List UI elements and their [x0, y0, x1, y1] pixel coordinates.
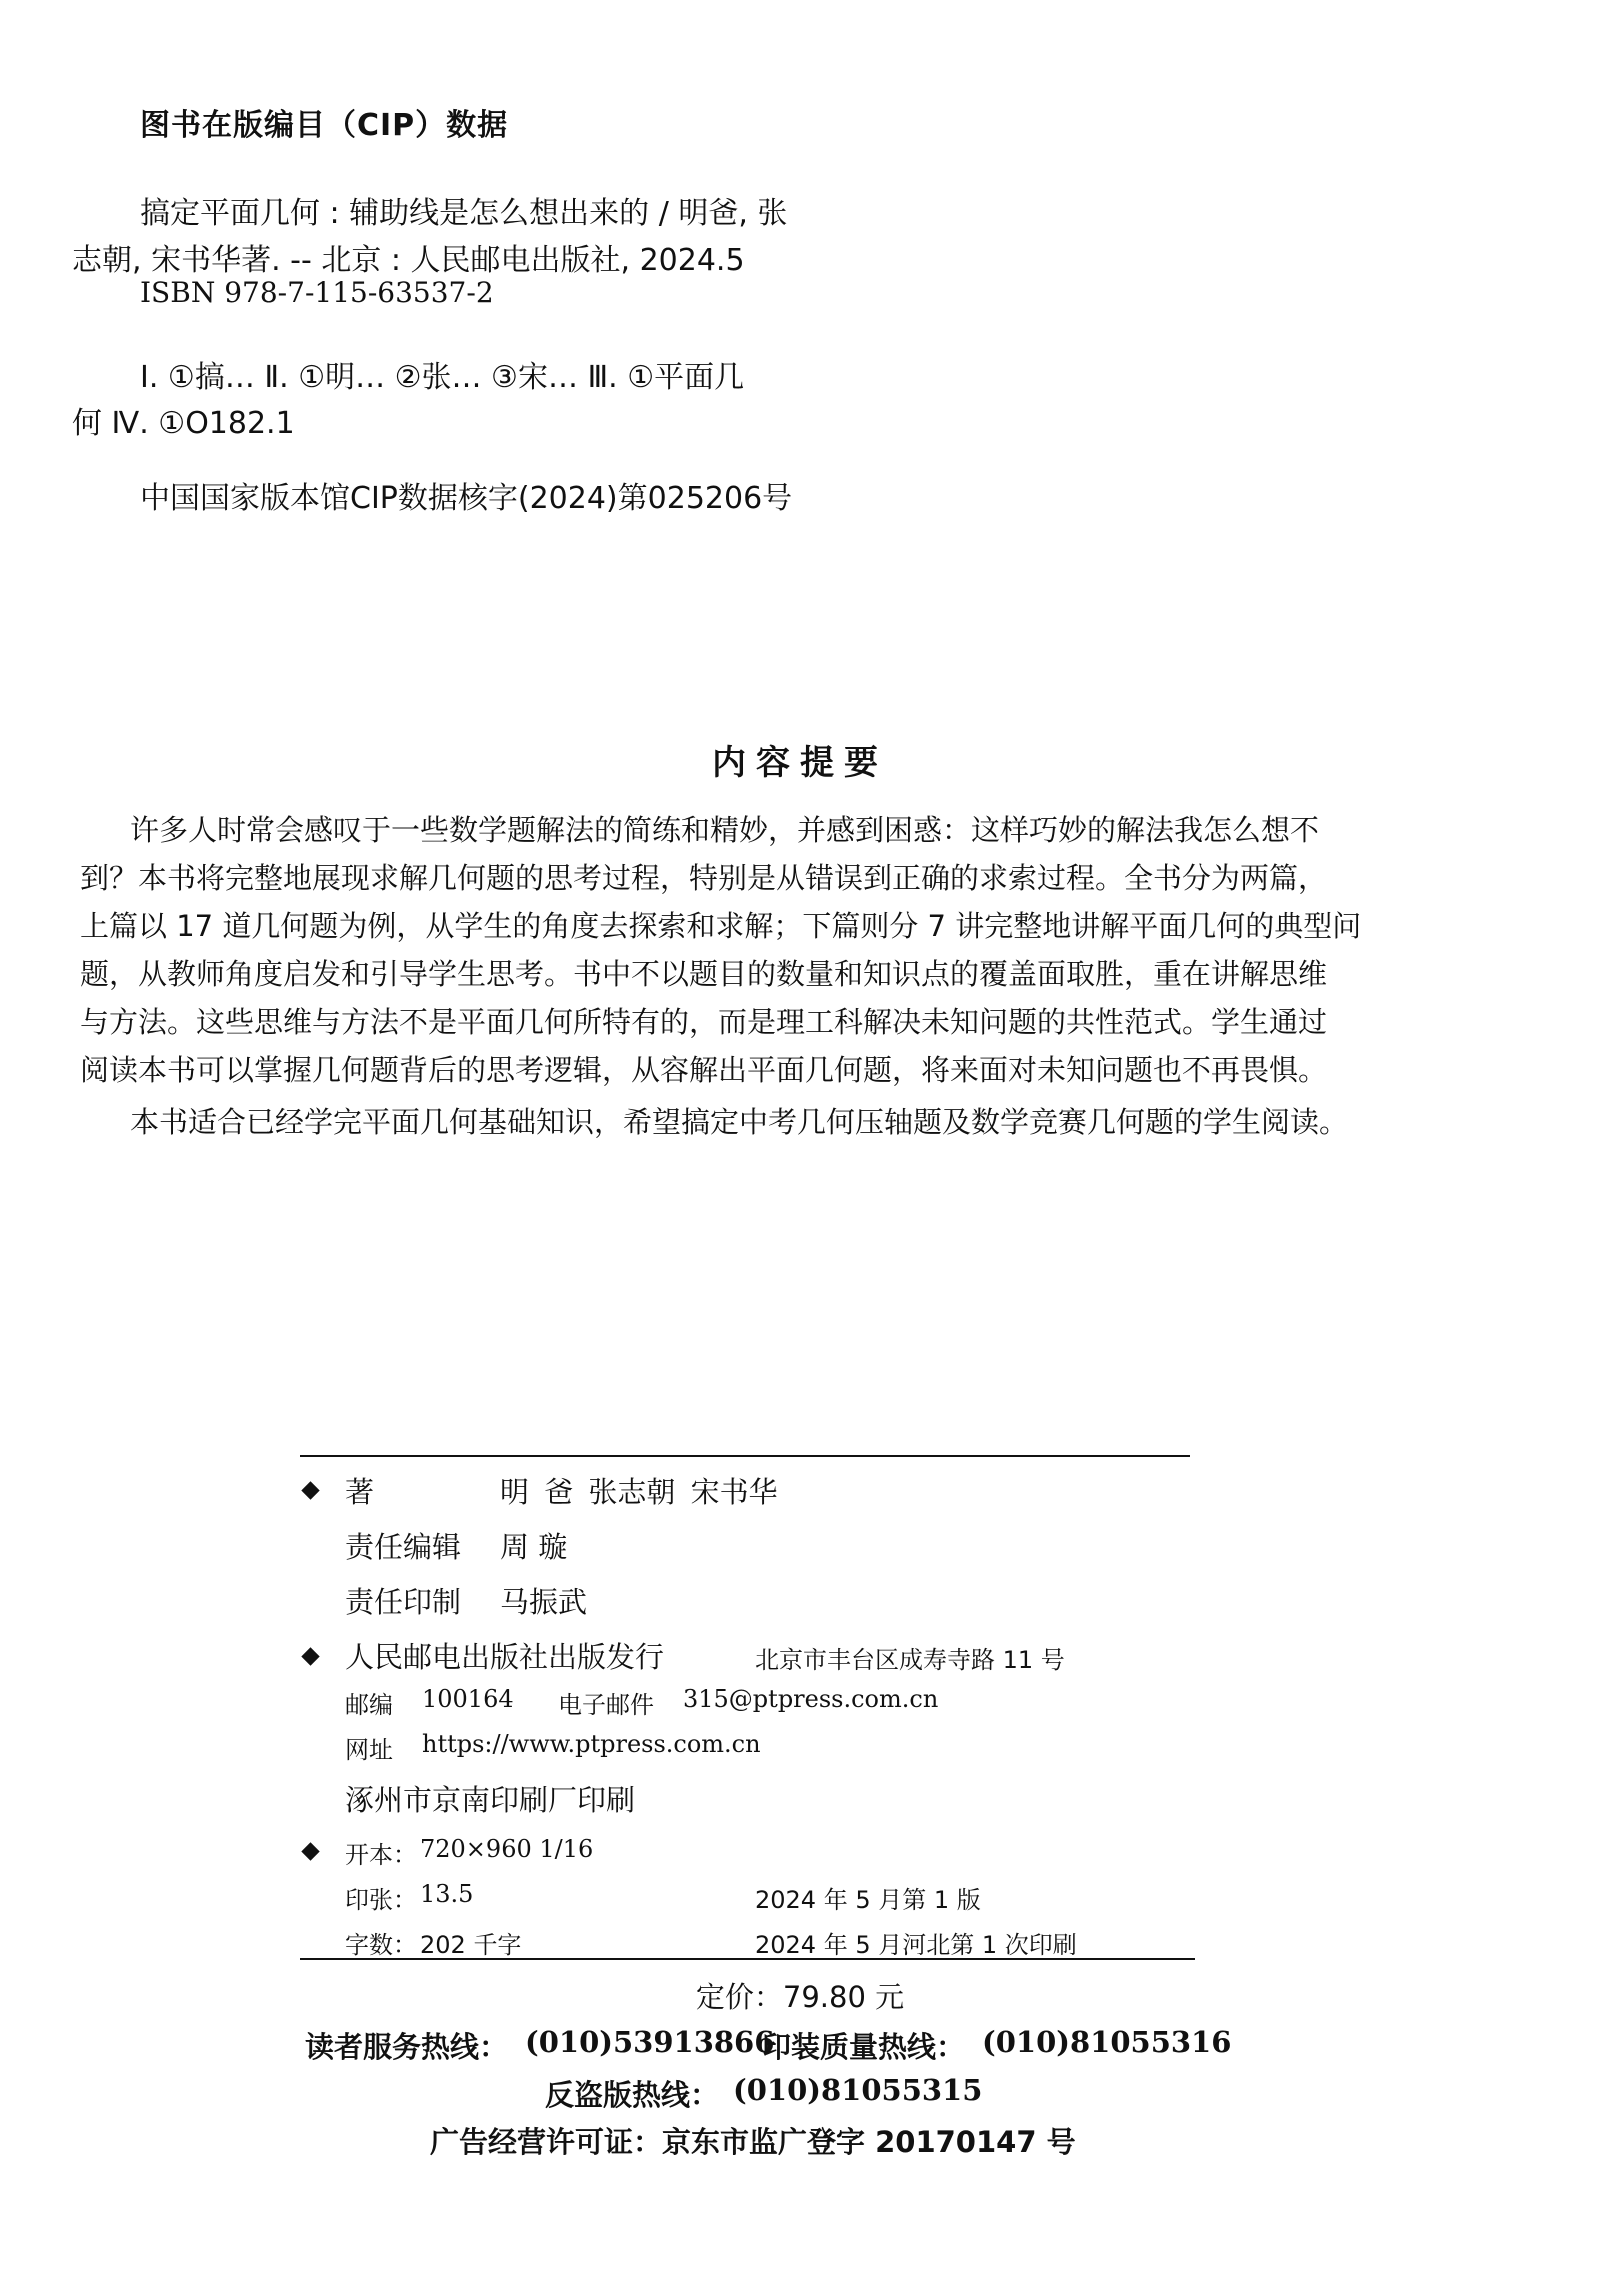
print-manager-label: 责任印制	[345, 1585, 462, 1619]
sheets: 13.5	[420, 1880, 474, 1908]
summary-line: 题，从教师角度启发和引导学生思考。书中不以题目的数量和知识点的覆盖面取胜，重在讲解思维	[80, 957, 1328, 991]
anti-piracy-hotline-label: 反盗版热线：	[545, 2078, 720, 2112]
ad-license: 广告经营许可证：京东市监广登字 20170147 号	[430, 2125, 1076, 2159]
website: https://www.ptpress.com.cn	[422, 1730, 761, 1758]
cip-heading: 图书在版编目（CIP）数据	[140, 108, 509, 143]
quality-hotline: (010)81055316	[982, 2025, 1232, 2059]
cip-catalog-number: 中国国家版本馆CIP数据核字(2024)第025206号	[140, 481, 793, 516]
format-label: 开本：	[345, 1841, 417, 1869]
summary-line: 到？本书将完整地展现求解几何题的思考过程，特别是从错误到正确的求索过程。全书分为两篇，	[80, 861, 1328, 895]
cip-classification-line-2: 何 Ⅳ. ①O182.1	[72, 406, 295, 441]
diamond-bullet-icon	[301, 1481, 319, 1499]
print-manager-name: 马振武	[500, 1585, 588, 1619]
reader-hotline-label: 读者服务热线：	[305, 2030, 509, 2064]
cip-classification-line-1: Ⅰ. ①搞… Ⅱ. ①明… ②张… ③宋… Ⅲ. ①平面几	[140, 360, 745, 395]
author-label: 著	[345, 1475, 375, 1509]
editor-label: 责任编辑	[345, 1530, 462, 1564]
summary-line: 与方法。这些思维与方法不是平面几何所特有的，而是理工科解决未知问题的共性范式。学生通过	[80, 1005, 1328, 1039]
cip-isbn: ISBN 978-7-115-63537-2	[140, 276, 494, 309]
credits-top-rule	[300, 1455, 1190, 1457]
words-label: 字数：	[345, 1931, 417, 1959]
authors: 明 爸 张志朝 宋书华	[500, 1475, 778, 1509]
postcode: 100164	[422, 1685, 514, 1713]
quality-hotline-label: 印装质量热线：	[762, 2030, 966, 2064]
format: 720×960 1/16	[420, 1835, 594, 1863]
summary-paragraph-2: 本书适合已经学完平面几何基础知识，希望搞定中考几何压轴题及数学竞赛几何题的学生阅读。	[130, 1105, 1349, 1139]
postcode-label: 邮编	[345, 1691, 393, 1719]
diamond-bullet-icon	[301, 1647, 319, 1665]
summary-line: 许多人时常会感叹于一些数学题解法的简练和精妙，并感到困惑：这样巧妙的解法我怎么想不	[130, 813, 1320, 847]
word-count: 202 千字	[420, 1931, 522, 1959]
summary-line: 阅读本书可以掌握几何题背后的思考逻辑，从容解出平面几何题，将来面对未知问题也不再畏惧。	[80, 1053, 1328, 1087]
credits-bottom-rule	[300, 1958, 1195, 1960]
sheets-label: 印张：	[345, 1886, 417, 1914]
cip-title-line-1: 搞定平面几何 : 辅助线是怎么想出来的 / 明爸, 张	[140, 196, 788, 231]
printer: 涿州市京南印刷厂印刷	[345, 1783, 636, 1817]
anti-piracy-hotline: (010)81055315	[733, 2073, 983, 2107]
editor-name: 周 璇	[500, 1530, 568, 1564]
publisher: 人民邮电出版社出版发行	[345, 1640, 665, 1674]
summary-line: 上篇以 17 道几何题为例，从学生的角度去探索和求解；下篇则分 7 讲完整地讲解平面几何的典型问	[80, 909, 1362, 943]
price: 定价：79.80 元	[695, 1980, 905, 2014]
email-label: 电子邮件	[558, 1691, 654, 1719]
diamond-bullet-icon	[301, 1842, 319, 1860]
cip-title-line-2: 志朝, 宋书华著. -- 北京 : 人民邮电出版社, 2024.5	[72, 243, 745, 278]
printing: 2024 年 5 月河北第 1 次印刷	[755, 1931, 1077, 1959]
website-label: 网址	[345, 1736, 393, 1764]
summary-title: 内容提要	[712, 743, 888, 783]
email: 315@ptpress.com.cn	[683, 1685, 939, 1713]
publisher-address: 北京市丰台区成寿寺路 11 号	[755, 1646, 1065, 1674]
reader-hotline: (010)53913866	[525, 2025, 775, 2059]
edition: 2024 年 5 月第 1 版	[755, 1886, 981, 1914]
